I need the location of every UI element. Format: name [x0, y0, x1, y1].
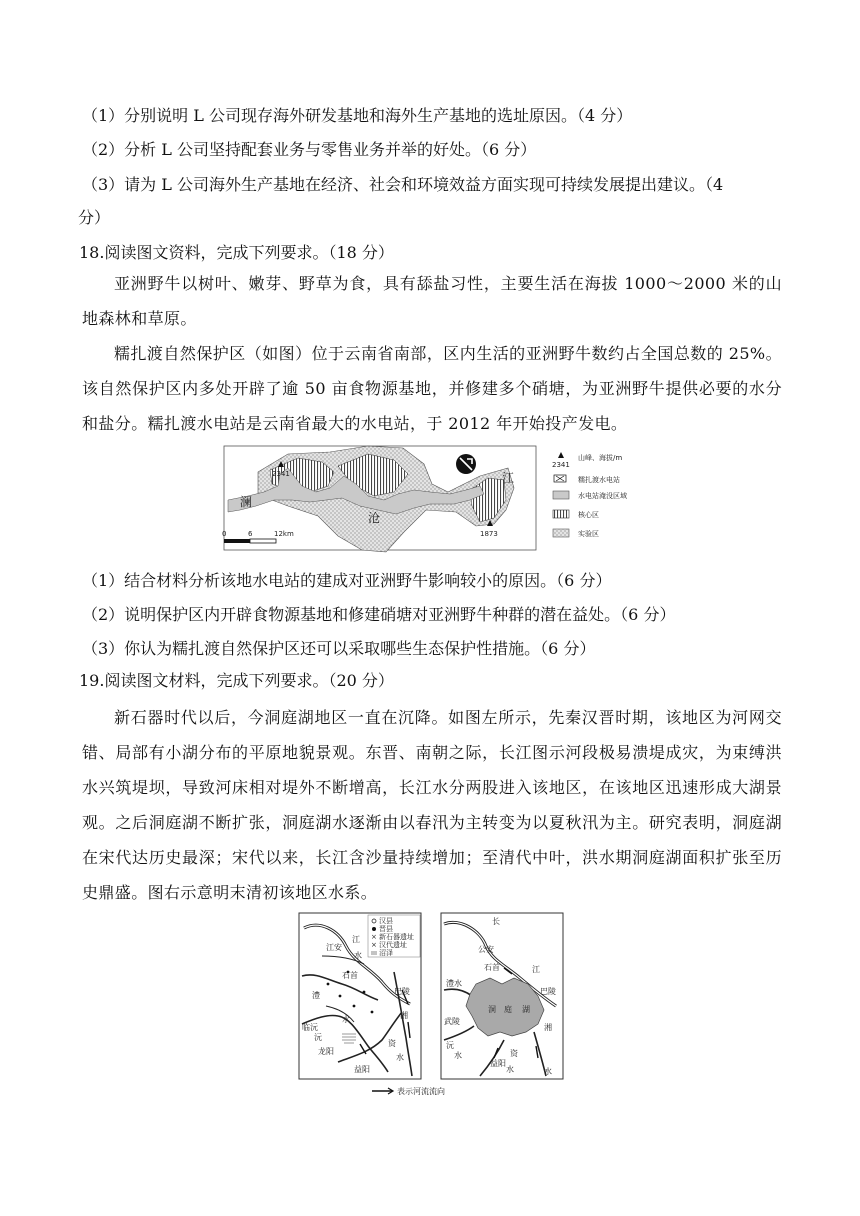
svg-text:1873: 1873 — [480, 530, 498, 538]
svg-text:沼泽: 沼泽 — [379, 949, 393, 957]
flow-legend-caption: 表示河流流向 — [397, 1087, 445, 1096]
svg-text:6: 6 — [248, 530, 253, 538]
q19-para: 新石器时代以后，今洞庭湖地区一直在沉降。如图左所示，先秦汉晋时期，该地区为河网交错、局部有小湖分布的平原地貌景观。东晋、南朝之际，长江图示河段极易溃堤成灾，为束缚洪水兴筑堤坝，导致河床相对堤外不断增高，长江水分两股进入该地区，在该地区迅速形成大湖景观。之后洞庭湖不断扩张，洞庭湖水逐渐由以春汛为主转变为以夏秋汛为主。研究表明，洞庭湖在宋代达历史最深；宋代以来，长江含沙量持续增加；至清代中叶，洪水期洞庭湖面积扩张至历史鼎盛。图右示意明末清初该地区水系。 — [82, 708, 782, 902]
svg-text:0: 0 — [222, 530, 227, 538]
q18-para-1: 亚洲野牛以树叶、嫩芽、野草为食，具有舔盐习性，主要生活在海拔 1000～2000 米的山地森林和草原。 — [82, 274, 782, 328]
river-char-jiang: 江 — [502, 471, 515, 485]
map-legend — [552, 452, 627, 538]
svg-text:巴陵: 巴陵 — [540, 987, 556, 996]
svg-text:汉县: 汉县 — [379, 917, 393, 925]
dongting-right-map — [440, 912, 564, 1080]
svg-text:巴陵: 巴陵 — [394, 987, 410, 996]
svg-text:资: 资 — [388, 1039, 396, 1048]
svg-text:洞: 洞 — [488, 1005, 496, 1014]
svg-text:沅: 沅 — [446, 1041, 454, 1050]
q17-sub1: （1）分别说明 L 公司现存海外研发基地和海外生产基地的选址原因。（4 分） — [82, 106, 633, 125]
svg-text:山峰、海拔/m: 山峰、海拔/m — [578, 454, 623, 462]
svg-text:水: 水 — [544, 1067, 552, 1076]
svg-text:龙阳: 龙阳 — [318, 1047, 334, 1056]
svg-text:澧水: 澧水 — [446, 979, 462, 988]
river-char-lan: 澜 — [240, 495, 253, 509]
svg-text:×: × — [371, 933, 377, 941]
svg-text:湘: 湘 — [544, 1023, 552, 1032]
q18-para-2: 糯扎渡自然保护区（如图）位于云南省南部，区内生活的亚洲野牛数约占全国总数的 25%。该自然保护区内多处开辟了逾 50 亩食物源基地，并修建多个硝塘，为亚洲野牛提供必要的水分和盐分。糯扎渡水电站是云南省最大的水电站，于 2012 年开始投产发电。 — [82, 344, 782, 433]
svg-text:武陵: 武陵 — [444, 1017, 460, 1026]
svg-text:×: × — [371, 941, 377, 949]
q18-heading: 18.阅读图文资料，完成下列要求。（18 分） — [79, 243, 394, 262]
svg-text:江: 江 — [532, 965, 540, 974]
q18-sub2: （2）说明保护区内开辟食物源基地和修建硝塘对亚洲野牛种群的潜在益处。（6 分） — [82, 605, 676, 624]
svg-text:水: 水 — [396, 1053, 404, 1062]
svg-text:资: 资 — [510, 1049, 518, 1058]
svg-text:汉代遗址: 汉代遗址 — [379, 941, 407, 949]
svg-text:庭: 庭 — [504, 1005, 512, 1014]
svg-text:实验区: 实验区 — [578, 530, 599, 538]
flow-legend — [370, 1084, 490, 1098]
svg-text:核心区: 核心区 — [578, 511, 599, 519]
svg-text:2341: 2341 — [272, 470, 290, 478]
svg-text:12km: 12km — [274, 530, 294, 538]
north-arrow-icon — [456, 454, 476, 474]
svg-text:益阳: 益阳 — [354, 1065, 370, 1074]
svg-text:水电站淹没区域: 水电站淹没区域 — [578, 492, 627, 500]
svg-text:糯扎渡水电站: 糯扎渡水电站 — [578, 476, 620, 484]
svg-text:水: 水 — [354, 951, 362, 960]
nuozhadu-map — [218, 440, 638, 555]
q17-sub2: （2）分析 L 公司坚持配套业务与零售业务并举的好处。（6 分） — [82, 140, 537, 159]
q17-sub3: （3）请为 L 公司海外生产基地在经济、社会和环境效益方面实现可持续发展提出建议。（4 — [82, 175, 724, 194]
svg-text:江安: 江安 — [326, 943, 342, 952]
svg-text:临沅: 临沅 — [302, 1023, 318, 1032]
q18-sub1: （1）结合材料分析该地水电站的建成对亚洲野牛影响较小的原因。（6 分） — [82, 571, 612, 590]
q18-sub3: （3）你认为糯扎渡自然保护区还可以采取哪些生态保护性措施。（6 分） — [82, 639, 596, 658]
svg-text:晋县: 晋县 — [379, 925, 393, 933]
svg-text:湘: 湘 — [400, 1011, 408, 1020]
q17-sub3-cont: 分） — [78, 208, 111, 227]
svg-text:水: 水 — [506, 1065, 514, 1074]
svg-text:长: 长 — [492, 917, 500, 926]
svg-text:水: 水 — [454, 1051, 462, 1060]
left-map-legend — [368, 915, 420, 957]
svg-text:沅: 沅 — [314, 1033, 322, 1042]
q19-heading: 19.阅读图文材料，完成下列要求。（20 分） — [79, 671, 394, 690]
svg-text:石首: 石首 — [484, 963, 500, 972]
svg-text:澧: 澧 — [312, 991, 320, 1000]
svg-text:湖: 湖 — [522, 1005, 530, 1014]
svg-text:江: 江 — [352, 935, 360, 944]
svg-text:益阳: 益阳 — [490, 1059, 506, 1068]
svg-text:公安: 公安 — [478, 945, 494, 954]
river-char-cang: 沧 — [368, 511, 381, 525]
dongting-left-map — [298, 912, 422, 1080]
svg-text:水: 水 — [342, 1015, 350, 1024]
svg-text:新石器遗址: 新石器遗址 — [379, 933, 414, 941]
svg-text:2341: 2341 — [552, 461, 570, 469]
svg-text:石首: 石首 — [342, 971, 358, 980]
